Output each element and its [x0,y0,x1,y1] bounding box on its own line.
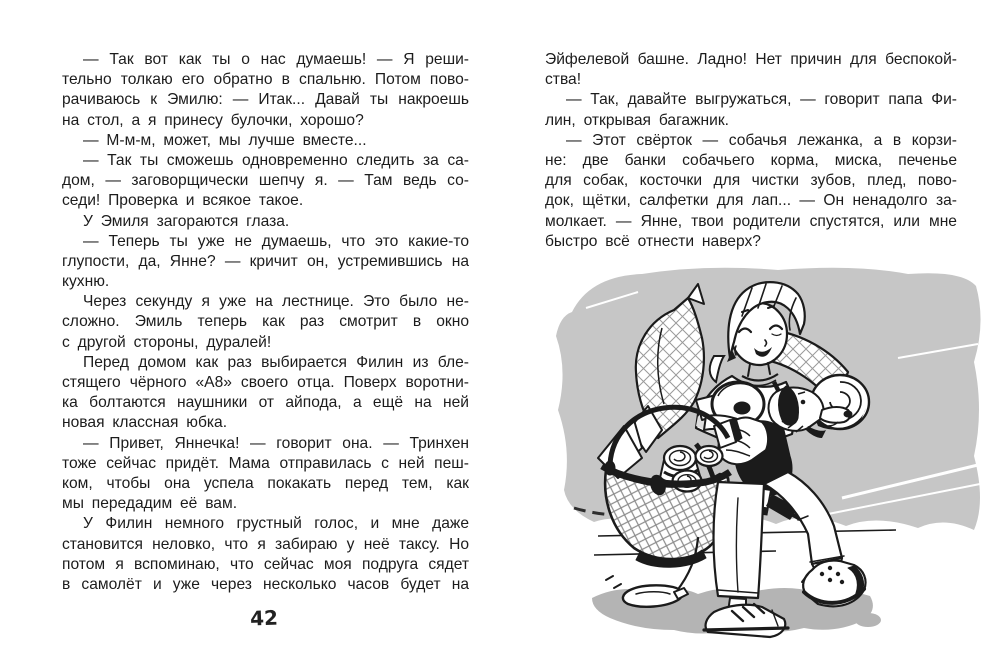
text-line: — Так ты сможешь одновременно следить за са- [83,151,469,169]
text-line: Эйфелевой башне. Ладно! Нет причин для беспокой- [545,51,957,68]
text-line: мы передадим её вам. [62,495,238,513]
text-line: ства! [545,71,582,89]
text-line: кухню. [62,273,110,291]
text-line: стящего чёрного «А8» своего отца. Поверх воротни- [62,374,469,391]
text-line: — М-м-м, может, мы лучше вместе... [83,131,367,149]
text-line: новая классная юбка. [62,414,228,432]
text-line: дом, — заговорщически шепчу я. — Там ведь со- [62,172,469,190]
text-line: лин, открывая багажник. [545,111,729,129]
text-line: тоже сейчас придёт. Мама отправилась с ней пеш- [62,454,469,472]
text-line: в самолёт и уже через несколько часов будет на [62,575,469,593]
text-line: — Этот свёрток — собачья лежанка, а в корзи- [566,131,957,149]
text-line: для собак, косточки для чистки зубов, плед, пово- [545,172,957,190]
text-line: ком, чтобы она успела покакать перед тем, как [62,474,469,492]
text-line: становится неловко, что я забираю у неё таксу. Но [62,535,469,553]
text-line: глупости, да, Янне? — кричит он, устремившись на [62,252,469,270]
text-line: — Теперь ты уже не думаешь, что это какие-то [83,232,469,250]
text-line: быстро всё отнести наверх? [545,232,761,250]
text-line: ка болтаются наушники от айпода, а ещё на ней [62,394,469,412]
text-line: потом я вспоминаю, что сейчас моя подруга сядет [62,555,469,573]
text-line: — Привет, Яннечка! — говорит она. — Тринхен [83,434,469,452]
text-line: док, щётки, салфетки для лап... — Он ненадолго за- [545,192,957,210]
text-line: У Эмиля загораются глаза. [83,212,290,230]
page-number: 42 [249,605,279,631]
text-line: с другой стороны, дуралей! [62,333,272,351]
text-line: рачиваюсь к Эмилю: — Итак... Давай ты накроешь [62,91,469,109]
text-line: на стол, а я принесу булочки, хорошо? [62,111,364,129]
text-line: молкает. — Янне, твои родители спустятся, или мне [545,212,957,230]
text-line: Перед домом как раз выбирается Филин из бле- [83,353,469,371]
text-line: У Филин немного грустный голос, и мне даже [83,515,469,533]
text-line: Через секунду я уже на лестнице. Это было не- [83,293,469,311]
text-line: сложно. Эмиль теперь как раз смотрит в окно [62,313,469,331]
illustration-girl-with-dachshund [546,258,991,666]
text-line: — Так вот как ты о нас думаешь! — Я реши- [83,51,469,68]
text-line: не: две банки собачьего корма, миска, печенье [545,151,957,169]
left-text-column [62,50,469,595]
text-line: тельно толкаю его обратно в спальню. Потом пово- [62,71,469,89]
right-text-column [545,50,957,252]
text-line: — Так, давайте выгружаться, — говорит папа Фи- [566,91,957,109]
text-line: седи! Проверка и всякое такое. [62,192,304,210]
